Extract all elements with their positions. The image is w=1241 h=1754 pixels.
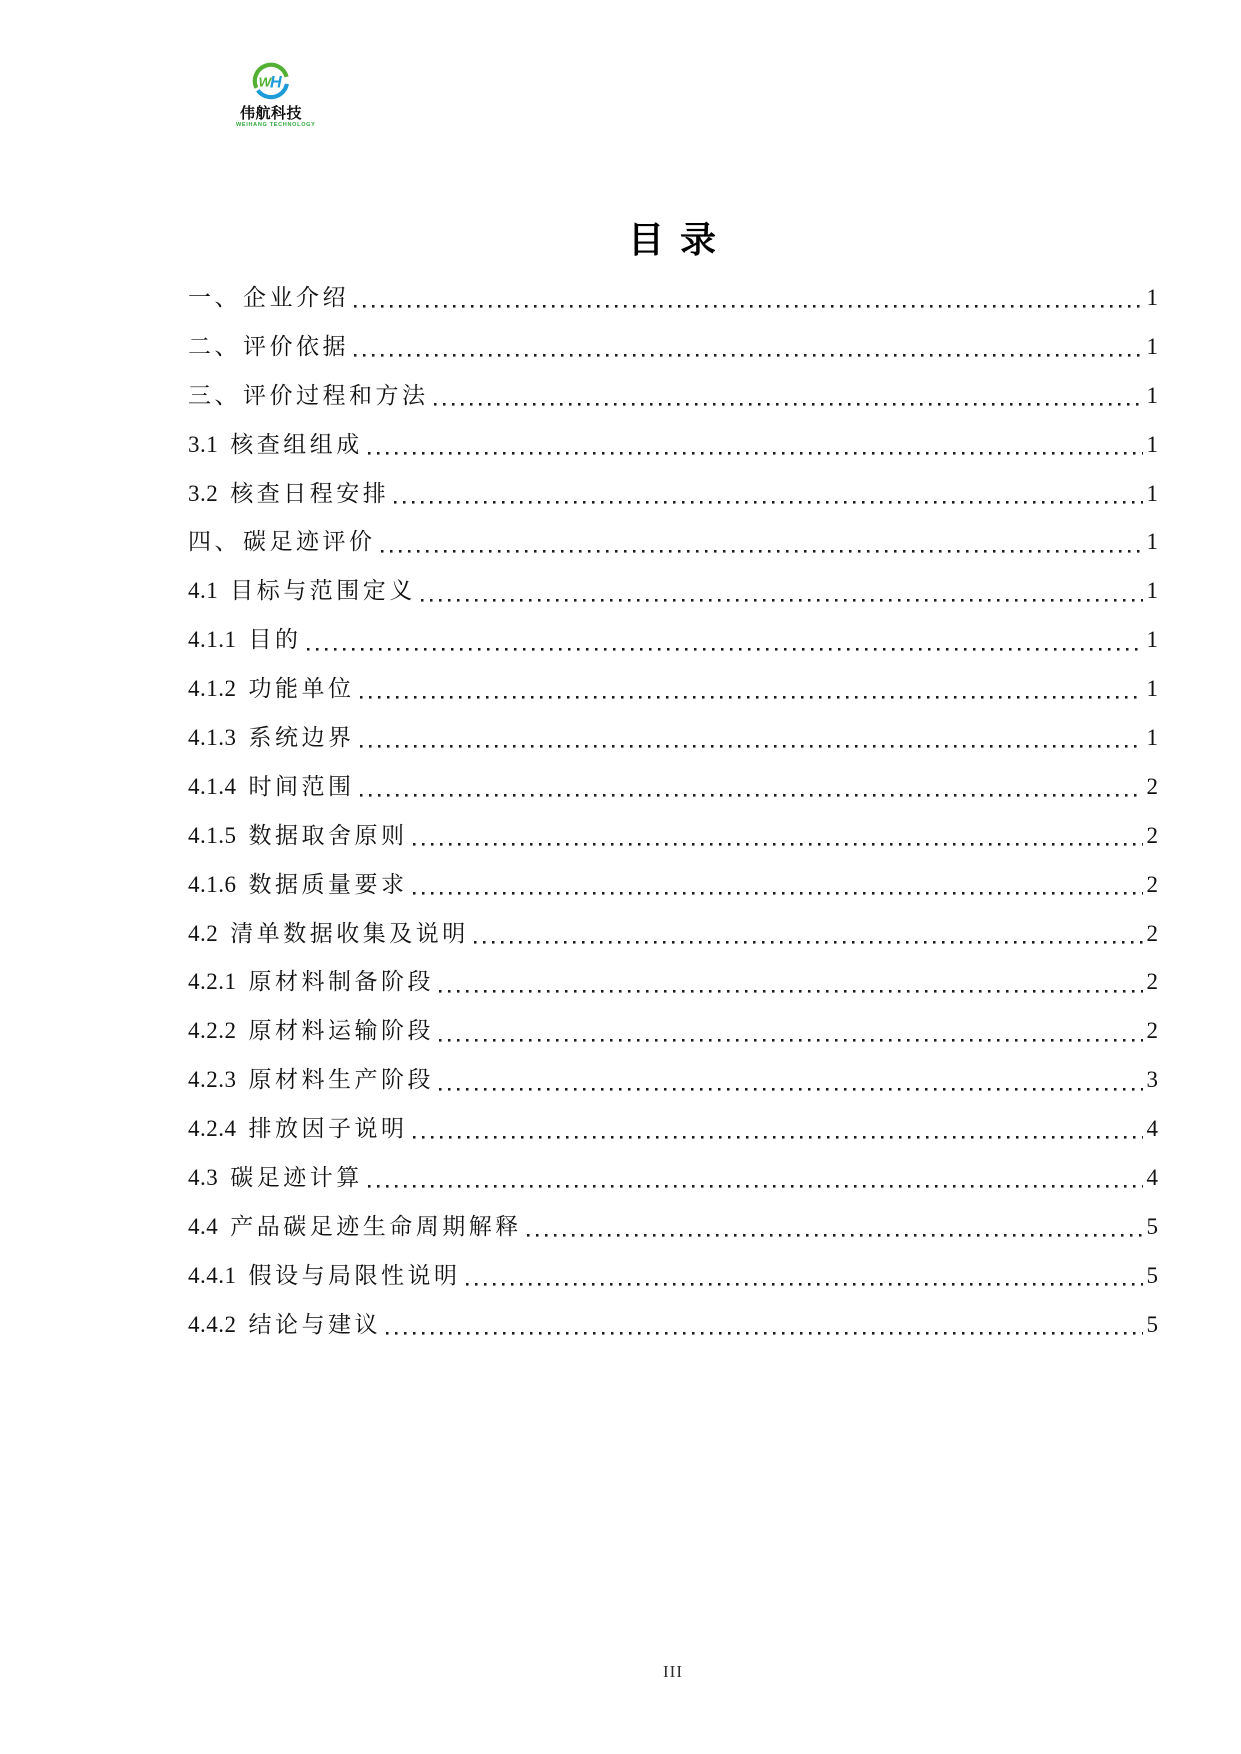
- toc-entry: [188, 763, 1158, 812]
- toc-entry-title: 评价过程和方法: [243, 382, 429, 408]
- toc-dot-leader: [413, 1105, 1143, 1154]
- toc-entry-number: 4.3: [188, 1165, 219, 1191]
- toc-dot-leader: [413, 812, 1143, 861]
- toc-entry-page-number: 2: [1146, 871, 1158, 897]
- toc-entry-title: 原材料制备阶段: [248, 969, 434, 995]
- toc-entry-number: 3.2: [188, 480, 219, 506]
- toc-entry-title: 核查日程安排: [230, 480, 390, 506]
- toc-entry-number: 4.2.3: [188, 1067, 237, 1093]
- toc-entry: [188, 1252, 1158, 1301]
- toc-entry-title: 碳足迹评价: [243, 529, 376, 555]
- toc-entry-page-number: 3: [1146, 1067, 1158, 1093]
- toc-dot-leader: [354, 274, 1143, 323]
- toc-entry: [188, 372, 1158, 421]
- toc-dot-leader: [527, 1203, 1143, 1252]
- svg-text:W: W: [258, 74, 272, 90]
- toc-entry-page-number: 1: [1146, 725, 1158, 751]
- toc-entry-number: 4.1.1: [188, 627, 237, 653]
- toc-entry-page-number: 1: [1146, 676, 1158, 702]
- toc-entry-page-number: 4: [1146, 1165, 1158, 1191]
- toc-entry-title: 碳足迹计算: [230, 1165, 363, 1191]
- toc-entry-page-number: 1: [1146, 529, 1158, 555]
- toc-entry-page-number: 1: [1146, 431, 1158, 457]
- toc-entry: [188, 470, 1158, 519]
- toc-entry: [188, 665, 1158, 714]
- toc-entry-page-number: 5: [1146, 1213, 1158, 1239]
- toc-entry-number: 4.1.3: [188, 725, 237, 751]
- toc-entry-title: 原材料生产阶段: [248, 1067, 434, 1093]
- toc-entry-number: 4.1.4: [188, 773, 237, 799]
- footer-page-number: III: [663, 1662, 683, 1681]
- toc-dot-leader: [413, 861, 1143, 910]
- toc-entry-title: 数据质量要求: [248, 871, 408, 897]
- toc-entry-page-number: 1: [1146, 627, 1158, 653]
- toc-entry-title: 评价依据: [243, 333, 349, 359]
- toc-entry-page-number: 1: [1146, 333, 1158, 359]
- toc-entry: [188, 1105, 1158, 1154]
- toc-entry-page-number: 1: [1146, 480, 1158, 506]
- logo-company-name-en: WEIHANG TECHNOLOGY: [236, 122, 316, 128]
- toc-dot-leader: [474, 910, 1143, 959]
- toc-entry: [188, 910, 1158, 959]
- toc-entry-number: 4.2.2: [188, 1018, 237, 1044]
- toc-entry-page-number: 5: [1146, 1311, 1158, 1337]
- toc-entry-title: 企业介绍: [243, 285, 349, 310]
- logo-company-name-cn: 伟航科技: [239, 105, 302, 122]
- toc-dot-leader: [368, 1154, 1143, 1203]
- toc-entry-title: 原材料运输阶段: [248, 1018, 434, 1044]
- toc-entry-page-number: 2: [1146, 822, 1158, 848]
- toc-dot-leader: [439, 1007, 1143, 1056]
- toc-entry-page-number: 1: [1146, 285, 1158, 310]
- toc-entry-title: 核查组组成: [230, 431, 363, 457]
- toc-entry-title: 产品碳足迹生命周期解释: [230, 1213, 522, 1239]
- toc-dot-leader: [360, 763, 1143, 812]
- toc-entry-number: 4.1.2: [188, 676, 237, 702]
- toc-entry-page-number: 2: [1146, 969, 1158, 995]
- toc-entry-title: 假设与局限性说明: [248, 1262, 461, 1288]
- toc-entry-number: 3.1: [188, 431, 219, 457]
- toc-entry-number: 三、: [188, 382, 241, 408]
- toc-entry-page-number: 2: [1146, 1018, 1158, 1044]
- toc-entry-title: 目标与范围定义: [230, 578, 416, 604]
- svg-text:H: H: [270, 73, 282, 92]
- toc-entry-title: 排放因子说明: [248, 1116, 408, 1142]
- toc-dot-leader: [360, 665, 1143, 714]
- toc-entry: [188, 714, 1158, 763]
- toc-dot-leader: [421, 567, 1143, 616]
- toc-entry: [188, 1007, 1158, 1056]
- toc-entry-title: 时间范围: [248, 773, 355, 799]
- toc-entry-title: 清单数据收集及说明: [230, 920, 469, 946]
- toc-entry: [188, 812, 1158, 861]
- toc-dot-leader: [466, 1252, 1143, 1301]
- toc-entry: [188, 567, 1158, 616]
- toc-dot-leader: [368, 421, 1143, 470]
- toc-entry: [188, 274, 1158, 323]
- toc-entry-title: 系统边界: [248, 725, 355, 751]
- toc-entry-number: 二、: [188, 333, 241, 359]
- toc-entry-number: 一、: [188, 285, 241, 310]
- toc-entry: [188, 958, 1158, 1007]
- toc-entry-title: 结论与建议: [248, 1311, 381, 1337]
- toc-dot-leader: [439, 958, 1143, 1007]
- toc-dot-leader: [386, 1301, 1143, 1350]
- toc-entry-title: 数据取舍原则: [248, 822, 408, 848]
- toc-dot-leader: [381, 518, 1143, 567]
- toc-entry: [188, 861, 1158, 910]
- toc-dot-leader: [360, 714, 1143, 763]
- toc-title: 目录: [627, 220, 732, 260]
- toc-entry-title: 目的: [248, 627, 302, 653]
- toc-entry: [188, 1301, 1158, 1350]
- toc-entry-number: 4.1.5: [188, 822, 237, 848]
- toc-list: [188, 274, 1158, 1350]
- toc-entry-number: 4.1.6: [188, 871, 237, 897]
- toc-dot-leader: [439, 1056, 1143, 1105]
- toc-entry: [188, 1154, 1158, 1203]
- toc-entry-page-number: 5: [1146, 1262, 1158, 1288]
- toc-entry: [188, 421, 1158, 470]
- toc-entry-number: 4.2.4: [188, 1116, 237, 1142]
- toc-entry: [188, 616, 1158, 665]
- toc-entry: [188, 1203, 1158, 1252]
- toc-entry-number: 4.4: [188, 1213, 219, 1239]
- toc-entry-number: 四、: [188, 529, 241, 555]
- toc-entry-title: 功能单位: [248, 676, 355, 702]
- toc-entry-page-number: 1: [1146, 382, 1158, 408]
- toc-entry-number: 4.4.1: [188, 1262, 237, 1288]
- toc-entry-page-number: 2: [1146, 920, 1158, 946]
- toc-entry-number: 4.1: [188, 578, 219, 604]
- company-logo: [236, 62, 316, 129]
- toc-entry-number: 4.2: [188, 920, 219, 946]
- toc-dot-leader: [307, 616, 1143, 665]
- toc-entry-page-number: 4: [1146, 1116, 1158, 1142]
- toc-entry-number: 4.2.1: [188, 969, 237, 995]
- toc-dot-leader: [434, 372, 1143, 421]
- toc-dot-leader: [394, 470, 1142, 519]
- toc-entry: [188, 323, 1158, 372]
- logo-mark-icon: [252, 62, 290, 100]
- toc-entry-page-number: 1: [1146, 578, 1158, 604]
- toc-entry: [188, 518, 1158, 567]
- toc-entry-number: 4.4.2: [188, 1311, 237, 1337]
- toc-dot-leader: [354, 323, 1143, 372]
- toc-entry-page-number: 2: [1146, 773, 1158, 799]
- toc-entry: [188, 1056, 1158, 1105]
